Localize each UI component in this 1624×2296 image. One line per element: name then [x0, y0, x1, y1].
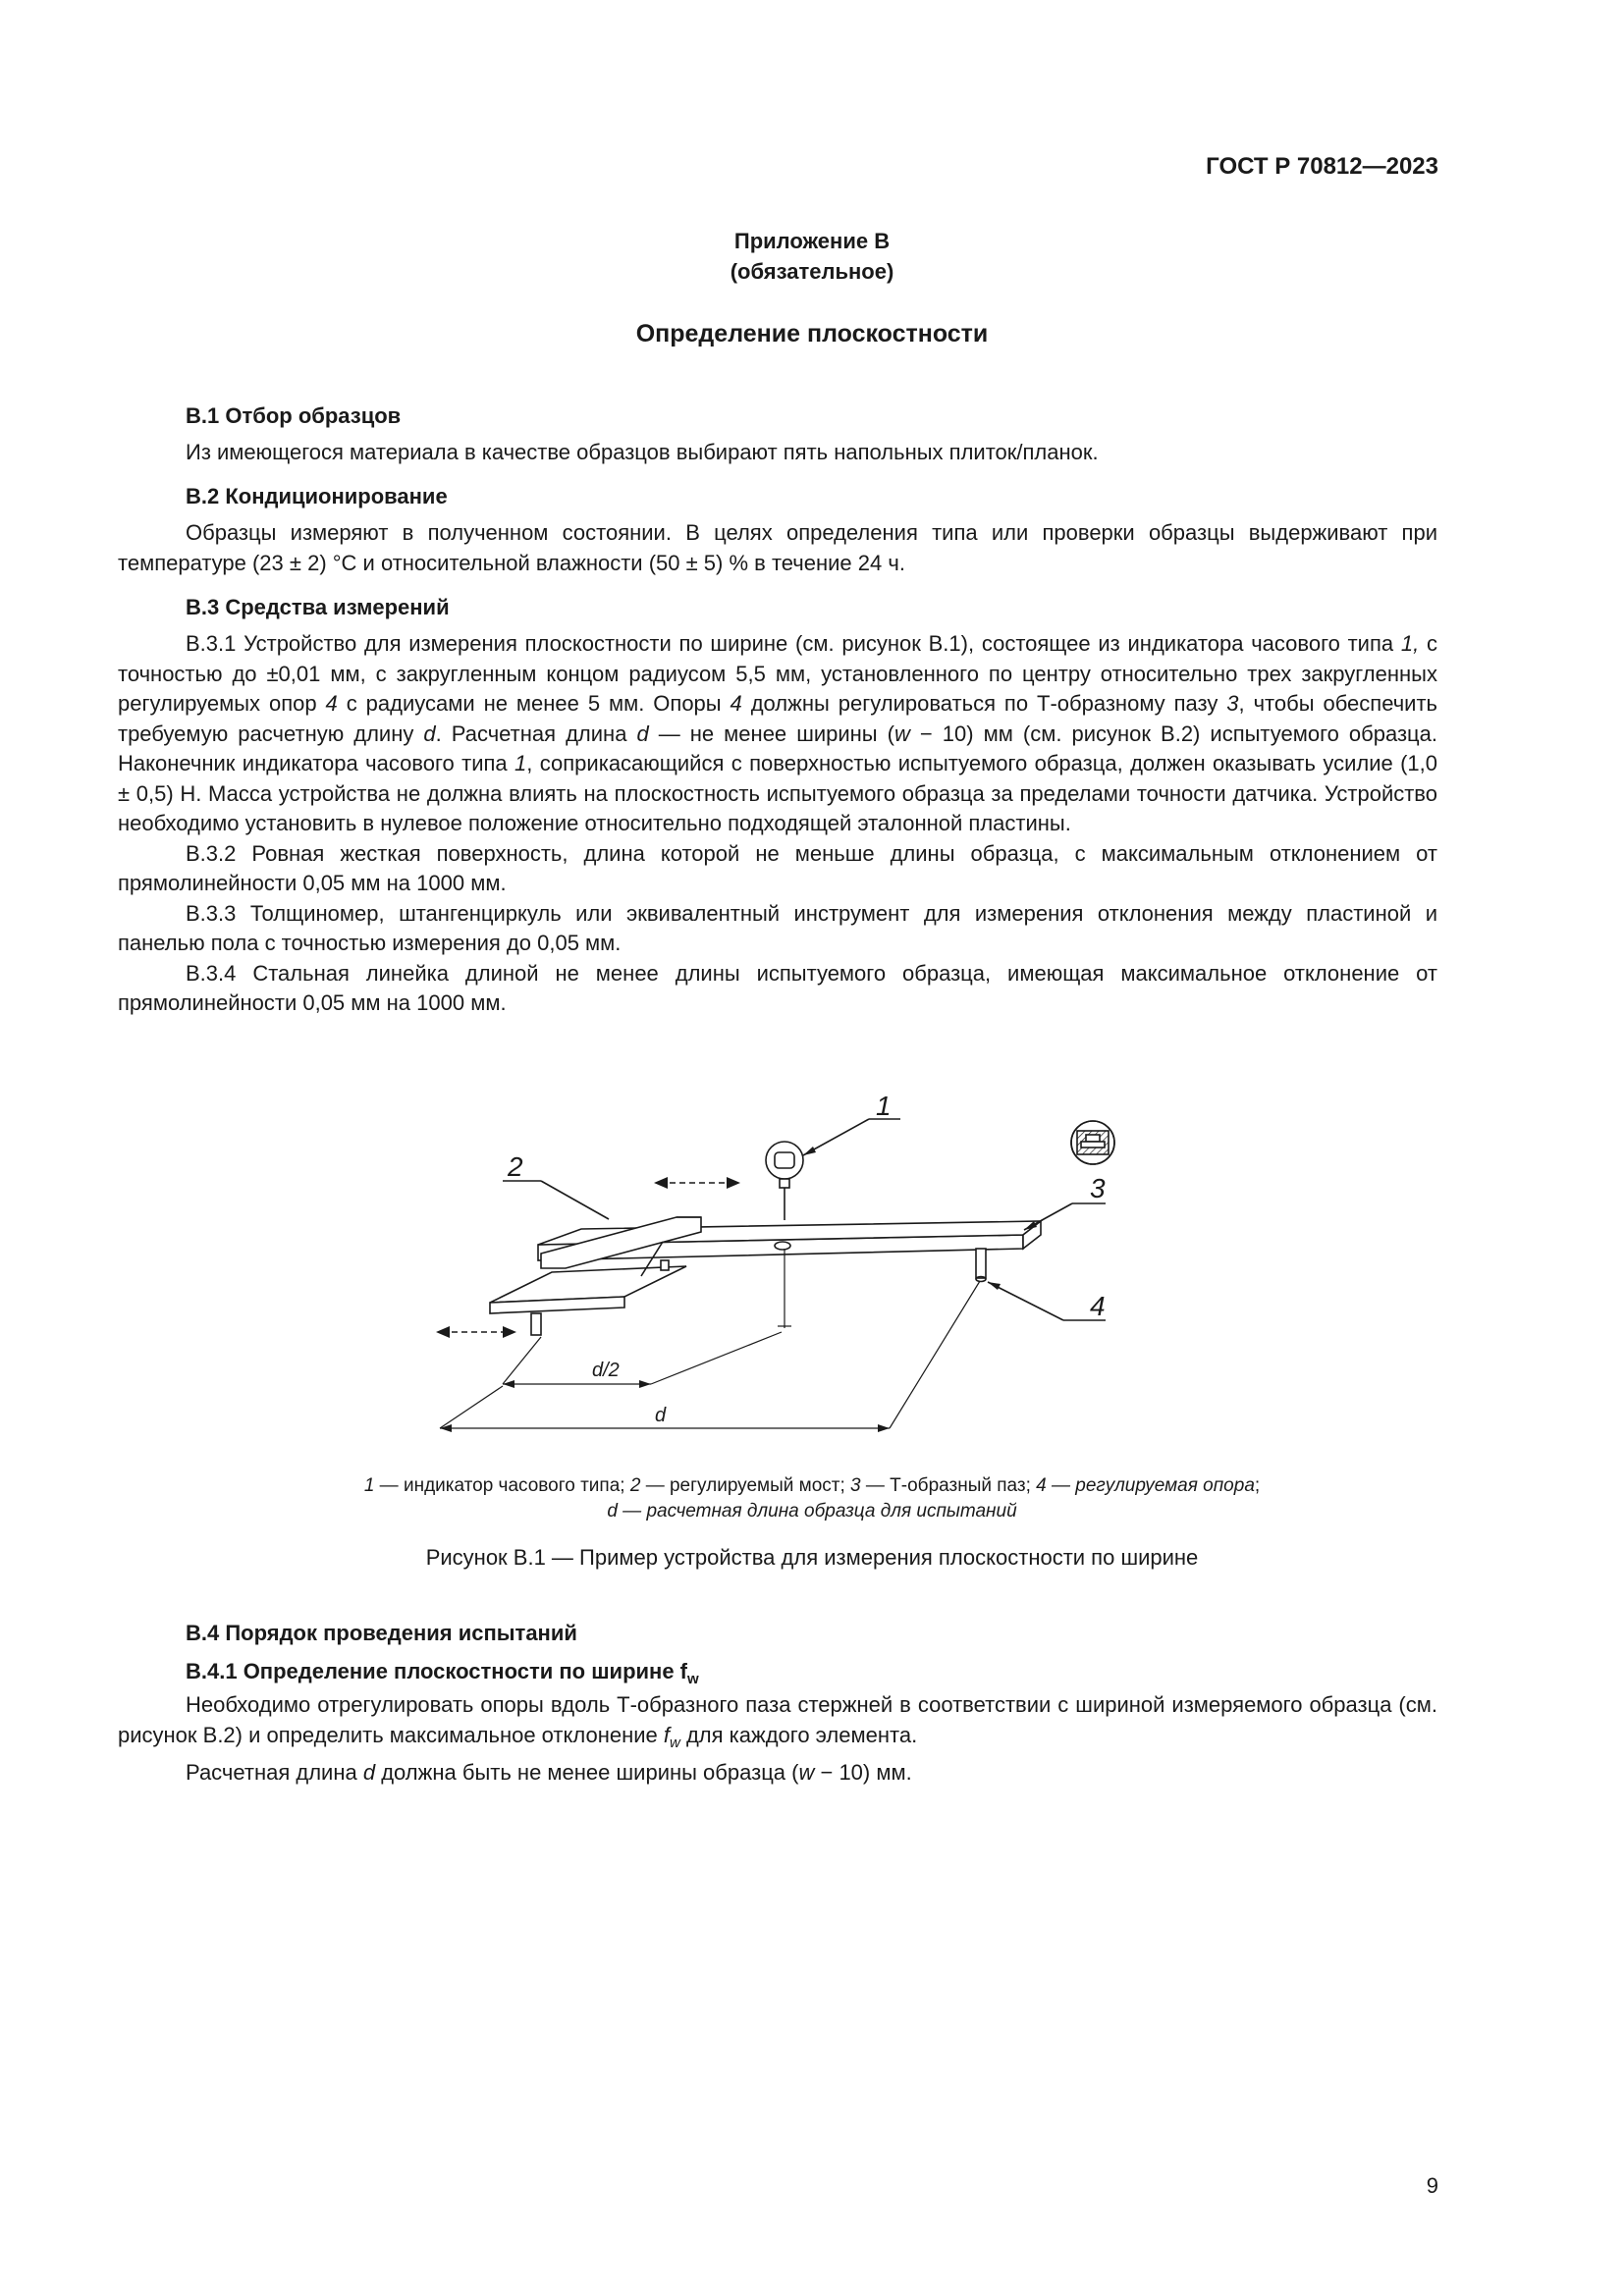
label-d: d — [655, 1405, 667, 1426]
arrow-right-icon — [503, 1326, 516, 1338]
label-d-half: d/2 — [592, 1360, 620, 1381]
t-slot-section-icon — [1071, 1121, 1114, 1164]
paragraph-b31: В.3.1 Устройство для измерения плоскостности по ширине (см. рисунок В.1), состоящее из индикатора часового типа 1, с точностью до ±0,01 мм, с закругленным концом радиусом 5,5 мм, установленного по центру относительно трех закругленных регулируемых опор 4 с радиусами не менее 5 мм. Опоры 4 должны регулироваться по Т-образному пазу 3, чтобы обеспечить требуемую расчетную длину d. Расчетная длина d — не менее ширины (w − 10) мм (см. рисунок В.2) испытуемого образца. Наконечник индикатора часового типа 1, соприкасающийся с поверхностью испытуемого образца, должен оказывать усилие (1,0 ± 0,5) Н. Масса устройства не должна влиять на плоскостность испытуемого образца за пределами точности датчика. Устройство необходимо установить в нулевое положение относительно подходящей эталонной пластины. — [118, 631, 1438, 835]
support-leg-left — [531, 1313, 541, 1335]
figure-legend — [0, 1473, 1624, 1524]
section-b2-text — [118, 518, 1437, 578]
paragraph: Необходимо отрегулировать опоры вдоль Т-образного паза стержней в соответствии с шириной измеряемого образца (см. рисунок В.2) и определить максимальное отклонение $f_w$ для каждого элемента. — [118, 1692, 1437, 1751]
dim-full-left-ext — [440, 1386, 503, 1428]
section-b3-text — [118, 629, 1437, 1019]
section-b41-heading: В.4.1 Определение плоскостности по ширине $f_w$ — [186, 1659, 699, 1687]
dim-right-ext — [890, 1281, 980, 1428]
page-title: Определение плоскостности — [635, 320, 989, 347]
appendix-status: (обязательное) — [730, 259, 894, 284]
section-b2-heading: В.2 Кондиционирование — [186, 484, 448, 508]
arrow-left-icon — [654, 1177, 668, 1189]
section-b1-text — [118, 438, 1437, 468]
paragraph: Расчетная длина d должна быть не менее ширины образца (w − 10) мм. — [186, 1760, 912, 1785]
paragraph-b33: В.3.3 Толщиномер, штангенциркуль или эквивалентный инструмент для измерения отклонения между пластиной и панелью пола с точностью измерения до 0,05 мм. — [118, 900, 1437, 955]
label-3: 3 — [1090, 1173, 1106, 1203]
paragraph: Образцы измеряют в полученном состоянии. В целях определения типа или проверки образцы выдерживают при температуре (23 ± 2) °С и относительной влажности (50 ± 5) % в течение 24 ч. — [118, 520, 1437, 575]
dial-indicator-icon — [766, 1142, 803, 1179]
section-b4-heading: В.4 Порядок проведения испытаний — [186, 1621, 577, 1645]
paragraph-b34: В.3.4 Стальная линейка длиной не менее длины испытуемого образца, имеющая максимальное отклонение от прямолинейности 0,05 мм на 1000 мм. — [118, 960, 1437, 1015]
figure-b1-diagram — [412, 1060, 1159, 1453]
dim-left-ext — [503, 1337, 541, 1384]
document-number: ГОСТ Р 70812—2023 — [1206, 153, 1438, 180]
paragraph: Из имеющегося материала в качестве образцов выбирают пять напольных плиток/планок. — [186, 440, 1099, 464]
arrow-head — [639, 1380, 651, 1388]
support-leg-mid — [661, 1260, 669, 1270]
dim-half-ext — [651, 1332, 782, 1384]
label-2: 2 — [508, 1151, 523, 1182]
appendix-name: Приложение В — [733, 229, 891, 253]
page-number: 9 — [1426, 2173, 1438, 2198]
arrow-right-icon — [727, 1177, 740, 1189]
leader-4 — [988, 1282, 1063, 1320]
arrow-head — [878, 1424, 890, 1432]
section-b1-heading: В.1 Отбор образцов — [186, 403, 402, 428]
bridge-lower — [490, 1266, 686, 1303]
leader-2 — [541, 1181, 609, 1219]
arrow-left-icon — [436, 1326, 450, 1338]
arrow-head — [988, 1282, 1001, 1290]
dial-stem — [780, 1179, 789, 1188]
section-b3-heading: В.3 Средства измерений — [186, 595, 450, 619]
support-leg-foot — [976, 1277, 986, 1282]
label-1: 1 — [876, 1091, 892, 1121]
figure-caption: Рисунок В.1 — Пример устройства для измерения плоскостности по ширине — [425, 1545, 1199, 1570]
legend-line-1: 1 — индикатор часового типа; 2 — регулируемый мост; 3 — Т-образный паз; 4 — регулируемая опора; — [363, 1475, 1261, 1496]
legend-line-2: d — расчетная длина образца для испытаний — [607, 1501, 1017, 1522]
label-4: 4 — [1090, 1291, 1106, 1321]
support-leg-right — [976, 1249, 986, 1278]
arrow-head — [803, 1147, 816, 1155]
arrow-head — [440, 1424, 452, 1432]
paragraph-b32: В.3.2 Ровная жесткая поверхность, длина которой не меньше длины образца, с максимальным отклонением от прямолинейности 0,05 мм на 1000 мм. — [118, 840, 1437, 895]
section-b41-text — [118, 1690, 1437, 1789]
